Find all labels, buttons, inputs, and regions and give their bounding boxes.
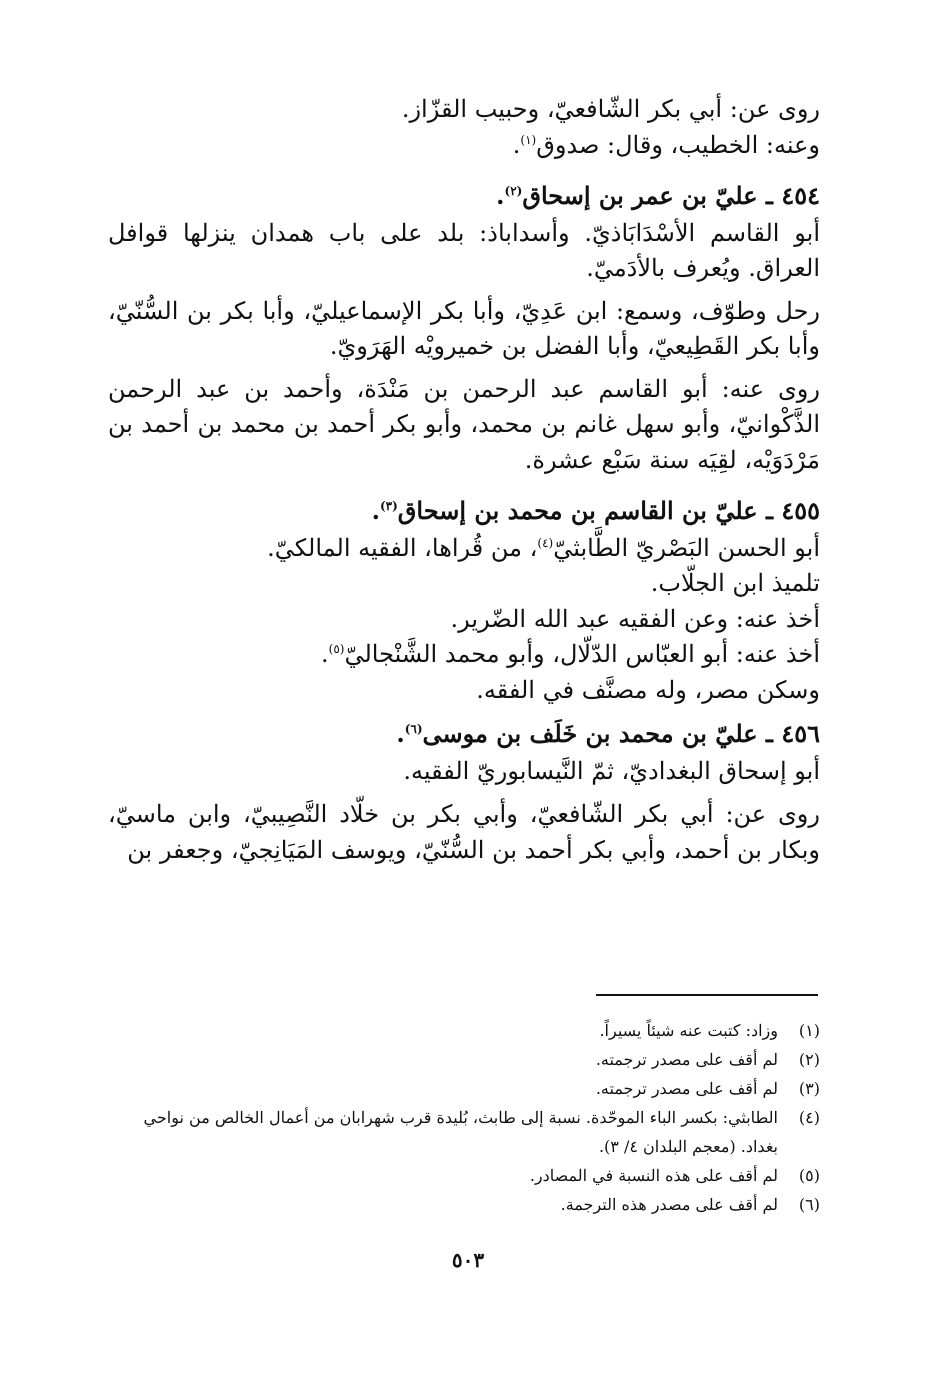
main-text bbox=[108, 92, 820, 875]
footnote-number: (٥) bbox=[798, 1166, 820, 1185]
footnote-number: (١) bbox=[798, 1021, 820, 1040]
footnotes bbox=[108, 1016, 820, 1219]
footnote-text: لم أقف على مصدر هذه الترجمة. bbox=[560, 1195, 778, 1214]
footnote-4 bbox=[108, 1103, 820, 1161]
entry-title-456-text: ٤٥٦ ـ عليّ بن محمد بن خَلَف بن موسى bbox=[422, 719, 820, 748]
entry-455-line-4-end: . bbox=[320, 640, 329, 668]
footnote-text: لم أقف على مصدر ترجمته. bbox=[595, 1050, 778, 1069]
entry-454-para-2: رحل وطوّف، وسمع: ابن عَدِيّ، وأبا بكر الإسماعيليّ، وأبا بكر بن السُّنّيّ، وأبا بكر القَطِيعيّ، وأبا الفضل بن خميرويْه الهَرَويّ. bbox=[108, 296, 820, 360]
entry-456 bbox=[108, 716, 820, 868]
intro-line-2-text: وعنه: الخطيب، وقال: صدوق bbox=[536, 130, 820, 159]
footnote-2 bbox=[108, 1045, 820, 1074]
entry-455-line-5: وسكن مصر، وله مصنَّف في الفقه. bbox=[476, 675, 820, 704]
footnote-ref-3: (٣) bbox=[379, 499, 398, 513]
footnote-divider bbox=[596, 994, 818, 996]
footnote-text: لم أقف على هذه النسبة في المصادر. bbox=[529, 1166, 778, 1185]
footnote-ref-6: (٦) bbox=[404, 722, 423, 736]
footnote-1 bbox=[108, 1016, 820, 1045]
footnote-5 bbox=[108, 1161, 820, 1190]
footnote-text: لم أقف على مصدر ترجمته. bbox=[595, 1079, 778, 1098]
footnote-text: وزاد: كتبت عنه شيئاً يسيراً. bbox=[599, 1021, 778, 1040]
footnote-6 bbox=[108, 1190, 820, 1219]
entry-456-line-1: أبو إسحاق البغداديّ، ثمّ النَّيسابوريّ الفقيه. bbox=[403, 756, 820, 785]
intro-line-2 bbox=[108, 128, 820, 164]
entry-455-line-1-text: أبو الحسن البَصْريّ الطَّابثيّ bbox=[553, 533, 820, 562]
entry-title-455 bbox=[108, 493, 820, 529]
intro-line-2-end: . bbox=[512, 130, 521, 159]
entry-title-456-end: . bbox=[396, 719, 405, 748]
entry-title-454-end: . bbox=[496, 181, 505, 210]
intro-block bbox=[108, 92, 820, 163]
footnote-text: الطابثي: بكسر الباء الموحّدة. نسبة إلى طابث، بُليدة قرب شهرابان من أعمال الخالص من نواحي بغداد. (معجم البلدان ٤/ ٣). bbox=[143, 1108, 778, 1156]
entry-454 bbox=[108, 178, 820, 478]
entry-455 bbox=[108, 493, 820, 708]
footnote-number: (٢) bbox=[798, 1050, 820, 1069]
entry-456-para-1: روى عن: أبي بكر الشّافعيّ، وأبي بكر بن خلّاد النَّصِيبيّ، وابن ماسيّ، وبكار بن أحمد، وأبي بكر أحمد بن السُّنّيّ، ويوسف المَيَانِجيّ، وجعفر بن bbox=[108, 800, 820, 864]
entry-455-line-3: أخذ عنه: وعن الفقيه عبد الله الضّرير. bbox=[450, 604, 820, 633]
entry-title-455-end: . bbox=[371, 496, 380, 525]
footnote-number: (٤) bbox=[798, 1108, 820, 1127]
entry-455-line-2: تلميذ ابن الجلّاب. bbox=[650, 569, 820, 597]
footnote-ref-4: (٤) bbox=[537, 535, 554, 550]
entry-title-454 bbox=[108, 178, 820, 214]
footnote-ref-2: (٢) bbox=[504, 184, 523, 198]
entry-title-455-text: ٤٥٥ ـ عليّ بن القاسم بن محمد بن إسحاق bbox=[397, 496, 820, 525]
footnote-ref-1: (١) bbox=[520, 132, 537, 147]
footnote-number: (٦) bbox=[798, 1195, 820, 1214]
entry-455-line-4 bbox=[108, 637, 820, 673]
entry-455-line-1-end: ، من قُراها، الفقيه المالكيّ. bbox=[267, 533, 538, 562]
intro-line-1: روى عن: أبي بكر الشّافعيّ، وحبيب القزّاز. bbox=[401, 95, 820, 123]
entry-title-456 bbox=[108, 716, 820, 752]
footnote-number: (٣) bbox=[798, 1079, 820, 1098]
footnote-ref-5: (٥) bbox=[328, 642, 345, 656]
entry-455-line-4-text: أخذ عنه: أبو العبّاس الدّلّال، وأبو محمد الشَّنْجاليّ bbox=[344, 640, 820, 668]
entry-title-454-text: ٤٥٤ ـ عليّ بن عمر بن إسحاق bbox=[522, 181, 820, 210]
entry-454-para-1: أبو القاسم الأسْدَابَاذيّ. وأسداباذ: بلد على باب همدان ينزلها قوافل العراق. ويُعرف بالأدَميّ. bbox=[108, 218, 820, 282]
page-number: ٥٠٣ bbox=[451, 1248, 485, 1272]
footnote-3 bbox=[108, 1074, 820, 1103]
entry-454-para-3: روى عنه: أبو القاسم عبد الرحمن بن مَنْدَة، وأحمد بن عبد الرحمن الذَّكْوانيّ، وأبو سهل غانم بن محمد، وأبو بكر أحمد بن محمد بن أحمد بن مَرْدَوَيْه، لقِيَه سنة سَبْع عشرة. bbox=[108, 374, 820, 474]
entry-455-line-1 bbox=[108, 531, 820, 567]
